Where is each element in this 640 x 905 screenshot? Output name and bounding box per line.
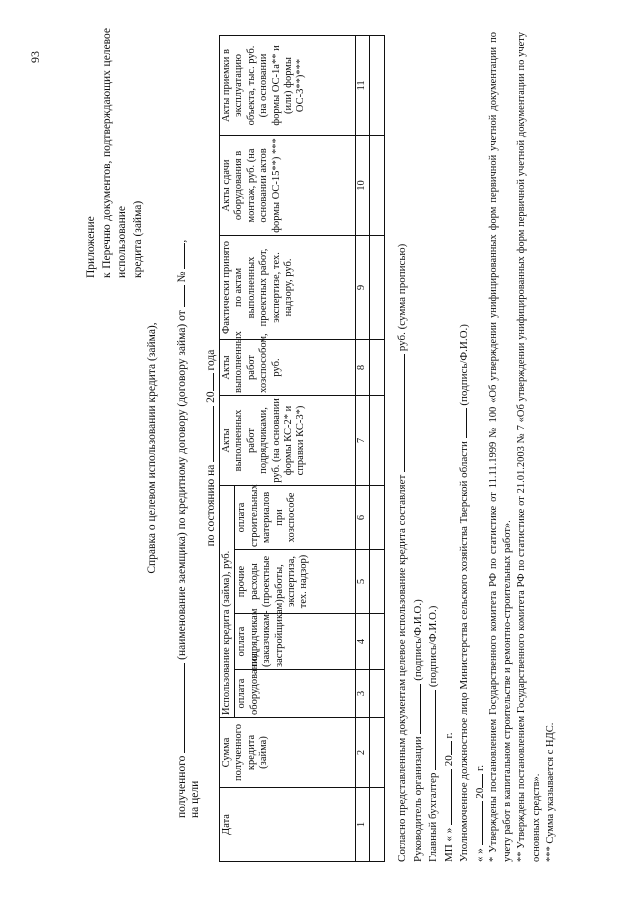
received-prefix: полученного (176, 755, 188, 818)
header-contractors: оплата подрядчикам (заказчикам-застройщикам) (235, 614, 356, 670)
head-signature-caption: (подпись/Ф.И.О.) (411, 599, 424, 681)
stamp-year-prefix: 20 (442, 755, 455, 767)
header-own-works: Акты выполненных работ хозспособом, руб. (220, 339, 356, 395)
contract-number-blank (174, 243, 185, 269)
column-number: 6 (356, 485, 370, 549)
accountant-signature-blank (425, 690, 436, 770)
received-line: полученного (наименование заемщика) по кредитному договору (договору займа) от № , (176, 239, 188, 818)
as-of-year-prefix: 20 (205, 391, 217, 403)
accountant-label: Главный бухгалтер (427, 772, 440, 862)
page-number: 93 (28, 51, 42, 63)
amount-blank (394, 354, 405, 472)
header-materials: оплата строительных материалов при хозспособе (235, 485, 356, 549)
purpose-label: на цели (189, 780, 201, 818)
agree-line (394, 32, 410, 862)
footer-block (394, 32, 558, 862)
official-signature-blank (456, 408, 467, 438)
received-middle: (наименование заемщика) по кредитному договору (договору займа) от (176, 310, 188, 660)
stamp-year-suffix: г. (442, 732, 455, 739)
contract-date-blank (174, 285, 185, 307)
usage-table (219, 35, 385, 862)
table-cell[interactable] (370, 339, 385, 395)
table-cell[interactable] (370, 485, 385, 549)
stamp-year-blank (441, 741, 452, 755)
column-number: 11 (356, 35, 370, 135)
header-received-sum: Сумма полученного кредита (займа) (220, 718, 356, 788)
official-month-blank (472, 802, 483, 846)
header-date: Дата (220, 788, 356, 862)
table-cell[interactable] (370, 670, 385, 718)
table-cell[interactable] (370, 35, 385, 135)
column-number: 4 (356, 614, 370, 670)
as-of-date-blank (203, 406, 214, 462)
table-cell[interactable] (370, 135, 385, 235)
purpose-line (189, 781, 203, 818)
official-signature-line (456, 32, 472, 862)
column-number: 1 (356, 788, 370, 862)
appendix-line-2: к Перечню документов, подтверждающих целевое использование (100, 28, 129, 278)
head-label: Руководитель организации (411, 736, 424, 862)
agree-suffix: руб. (сумма прописью) (396, 243, 408, 352)
header-os15-acts: Акты сдачи оборудования в монтаж, руб. (на основании актов формы ОС-15**) *** (220, 135, 356, 235)
as-of-year-blank (203, 373, 214, 391)
official-year-blank (472, 774, 483, 788)
table-row (370, 35, 385, 861)
column-number: 2 (356, 718, 370, 788)
appendix-heading (84, 28, 146, 278)
table-cell[interactable] (370, 550, 385, 614)
appendix-line-1: Приложение (85, 216, 97, 278)
stamp-date-text: МП « » (442, 827, 455, 862)
official-date-line (472, 32, 488, 862)
head-signature-blank (410, 684, 421, 734)
official-signature-caption: (подпись/Ф.И.О.) (458, 324, 471, 406)
as-of-line (203, 18, 219, 878)
footnote-2: ** Утверждены постановлением Государственного комитета РФ по статистике от 21.01.2003 № 7 «Об утверждении унифицированных форм первичной учетной документации по учету основных средств». (516, 32, 542, 862)
footnote-3: *** Сумма указывается с НДС. (544, 722, 556, 862)
header-ks2-acts: Акты выполненных работ подрядчиками, руб. (на основании формы КС-2* и справки КС-3*) (220, 395, 356, 485)
header-os-acceptance: Акты приемки в эксплуатацию объекта, тыс. руб. (на основании формы ОС-1а** и (или) формы ОС-3**)*** (220, 35, 356, 135)
contract-number-label: № (176, 271, 188, 283)
official-date-text: « » (473, 848, 486, 862)
column-numbers-row (356, 35, 370, 861)
borrower-blank (174, 663, 185, 753)
header-other-expenses: прочие расходы (проектные работы, экспертиза, тех. надзор) (235, 550, 356, 614)
header-equipment: оплата оборудования (235, 670, 356, 718)
accountant-signature-line (425, 32, 441, 862)
table-cell[interactable] (370, 235, 385, 339)
appendix-line-3: кредита (займа) (131, 200, 144, 278)
header-accepted-works: Фактически принято по актам выполненных проектных работ, экспертизе, тех. надзору, руб. (220, 235, 356, 339)
stamp-date-line (441, 32, 457, 862)
as-of-prefix: по состоянию на (205, 464, 217, 547)
official-year-prefix: 20 (473, 787, 486, 799)
stamp-month-blank (441, 769, 452, 825)
as-of-suffix: года (205, 349, 217, 371)
accountant-signature-caption: (подпись/Ф.И.О.) (427, 605, 440, 688)
column-number: 7 (356, 395, 370, 485)
document-sheet (22, 18, 622, 878)
column-number: 5 (356, 550, 370, 614)
column-number: 9 (356, 235, 370, 339)
table-cell[interactable] (370, 788, 385, 862)
head-signature-line (410, 32, 426, 862)
official-text: Уполномоченное должностное лицо Министерства сельского хозяйства Тверской области (458, 441, 471, 862)
official-year-suffix: г. (473, 764, 486, 771)
column-number: 3 (356, 670, 370, 718)
table-cell[interactable] (370, 614, 385, 670)
table-cell[interactable] (370, 395, 385, 485)
table-cell[interactable] (370, 718, 385, 788)
column-number: 10 (356, 135, 370, 235)
document-title: Справка о целевом использовании кредита (займа), (146, 322, 158, 574)
column-number: 8 (356, 339, 370, 395)
header-usage-group: Использование кредита (займа), руб. (220, 485, 235, 717)
agree-text: Согласно представленным документам целевое использование кредита составляет (396, 474, 408, 862)
footnote-1: * Утверждены постановлением Государственного комитета РФ по статистике от 11.11.1999 № 100 «Об утверждении унифицированных форм первичной учетной документации по учету работ в капитальном строительстве и ремонтно-строительных работ». (488, 32, 514, 862)
